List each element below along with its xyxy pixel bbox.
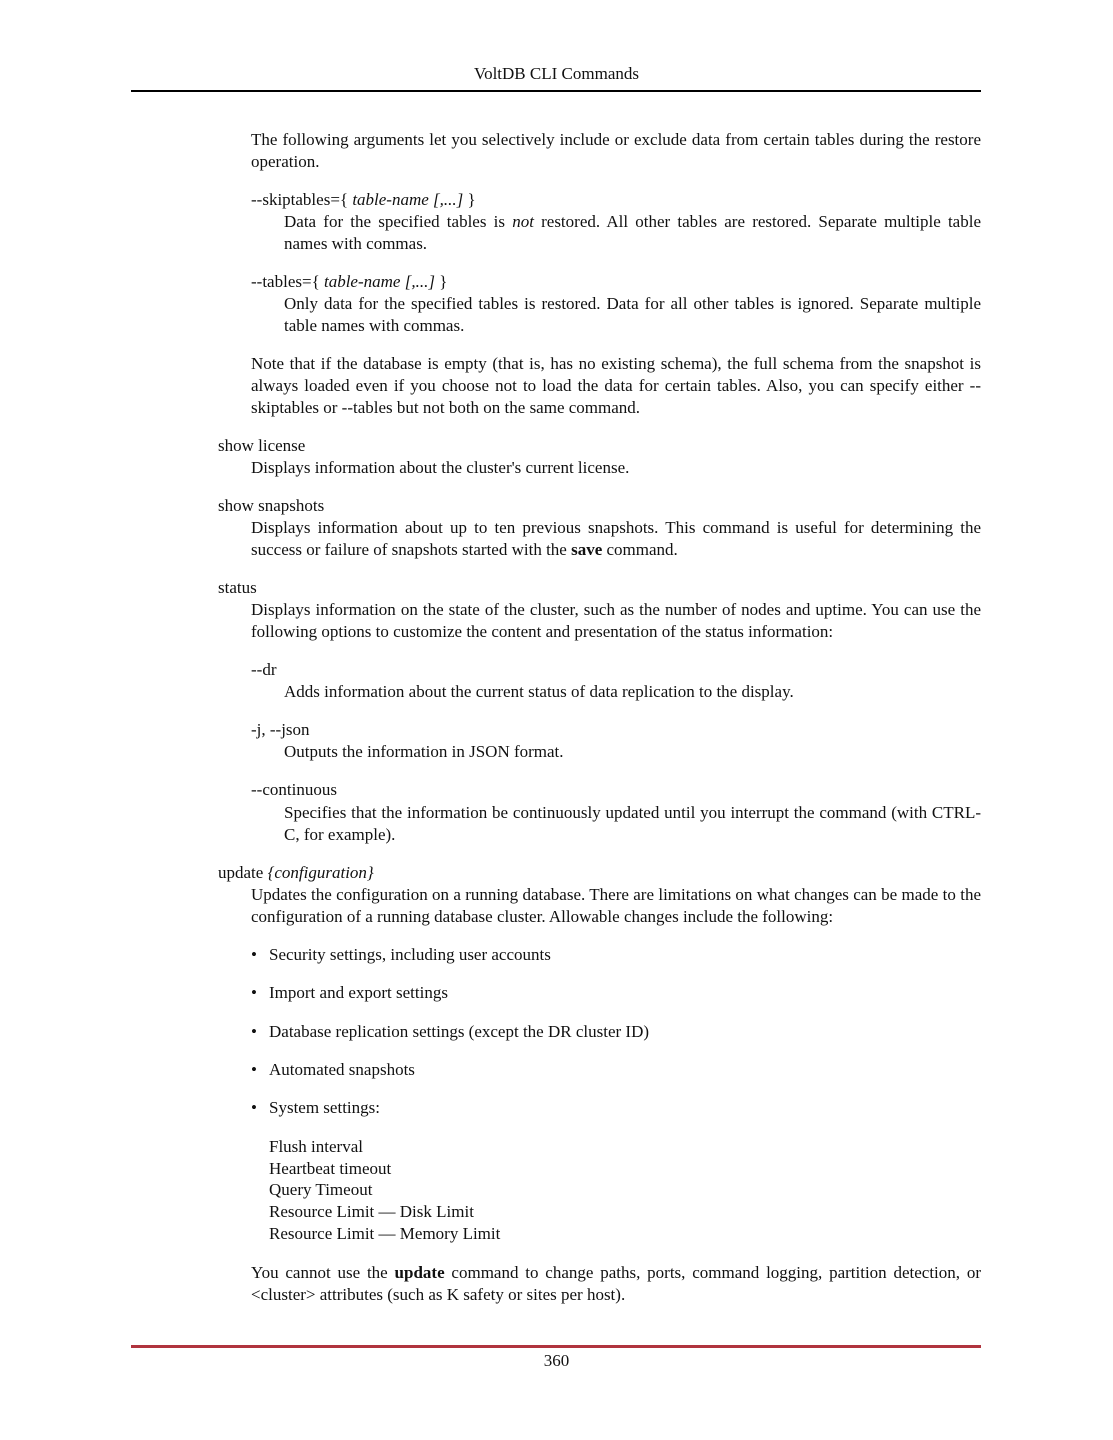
desc-text: Data for the specified tables is	[284, 212, 513, 231]
term-text: --tables={	[251, 272, 324, 291]
bullet-text: Security settings, including user accounts	[269, 945, 551, 964]
command-name: save	[571, 540, 603, 559]
update-desc: Updates the configuration on a running database. There are limitations on what changes can be made to the configuration of a running database cluster. Allowable changes include the following:	[251, 885, 981, 926]
term-arg: {configuration}	[267, 863, 374, 882]
option-term: --dr	[251, 660, 277, 679]
bullet-text: Automated snapshots	[269, 1060, 415, 1079]
bullet-icon: •	[251, 945, 257, 964]
desc-text: restored. All other tables are restored. Separate multiple table names with commas.	[284, 212, 981, 253]
show-snapshots-desc	[251, 517, 981, 561]
skiptables-term	[251, 189, 476, 211]
option-desc: Adds information about the current status of data replication to the display.	[284, 682, 794, 701]
status-term: status	[218, 578, 257, 597]
desc-text: command to change paths, ports, command logging, partition detection, or <cluster> attributes (such as K safety or sites per host).	[251, 1263, 981, 1304]
term-text: --skiptables={	[251, 190, 353, 209]
option-term: -j, --json	[251, 720, 310, 739]
option-desc: Specifies that the information be continuously updated until you interrupt the command (with CTRL-C, for example).	[284, 803, 981, 844]
show-license-term: show license	[218, 436, 306, 455]
skiptables-desc	[284, 211, 981, 255]
system-setting: Heartbeat timeout	[269, 1158, 392, 1178]
desc-emphasis: not	[512, 212, 534, 231]
tables-desc: Only data for the specified tables is restored. Data for all other tables is ignored. Separate multiple table names with commas.	[284, 294, 981, 335]
bullet-icon: •	[251, 1022, 257, 1041]
bullet-icon: •	[251, 1060, 257, 1079]
system-settings-list	[269, 1136, 500, 1245]
option-desc: Outputs the information in JSON format.	[284, 742, 564, 761]
tables-term	[251, 271, 447, 293]
bullet-text: Database replication settings (except the DR cluster ID)	[269, 1022, 650, 1041]
system-setting: Resource Limit — Memory Limit	[269, 1223, 501, 1243]
option-term: --continuous	[251, 780, 337, 799]
term-text: update	[218, 863, 268, 882]
intro-paragraph: The following arguments let you selectively include or exclude data from certain tables during the restore operation.	[251, 130, 981, 171]
system-setting: Resource Limit — Disk Limit	[269, 1202, 474, 1222]
footer-rule	[131, 1345, 981, 1348]
show-snapshots-term: show snapshots	[218, 496, 325, 515]
update-term	[218, 862, 374, 884]
update-limitations	[251, 1262, 981, 1306]
bullet-icon: •	[251, 983, 257, 1002]
term-arg: table-name [,...]	[352, 190, 464, 209]
note-paragraph: Note that if the database is empty (that is, has no existing schema), the full schema from the snapshot is always loaded even if you choose not to load the data for certain tables. Also, you can specify either --skiptables or --tables but not both on the same command.	[251, 354, 981, 417]
system-setting: Flush interval	[269, 1137, 363, 1156]
term-close: }	[434, 272, 448, 291]
header-rule	[131, 90, 981, 92]
term-close: }	[463, 190, 476, 209]
desc-text: Displays information about up to ten previous snapshots. This command is useful for determining the success or failure of snapshots started with the	[251, 518, 981, 559]
system-setting: Query Timeout	[269, 1180, 373, 1200]
bullet-icon: •	[251, 1098, 257, 1117]
page-number: 360	[543, 1351, 570, 1370]
desc-text: You cannot use the	[251, 1263, 395, 1282]
status-desc: Displays information on the state of the cluster, such as the number of nodes and uptime. You can use the following options to customize the content and presentation of the status information:	[251, 600, 981, 641]
desc-text: command.	[602, 540, 678, 559]
page-header-title: VoltDB CLI Commands	[474, 64, 639, 83]
term-arg: table-name [,...]	[323, 272, 435, 291]
bullet-text: Import and export settings	[269, 983, 448, 1002]
command-name: update	[394, 1263, 445, 1282]
bullet-text: System settings:	[269, 1098, 380, 1117]
show-license-desc: Displays information about the cluster's current license.	[251, 458, 630, 477]
